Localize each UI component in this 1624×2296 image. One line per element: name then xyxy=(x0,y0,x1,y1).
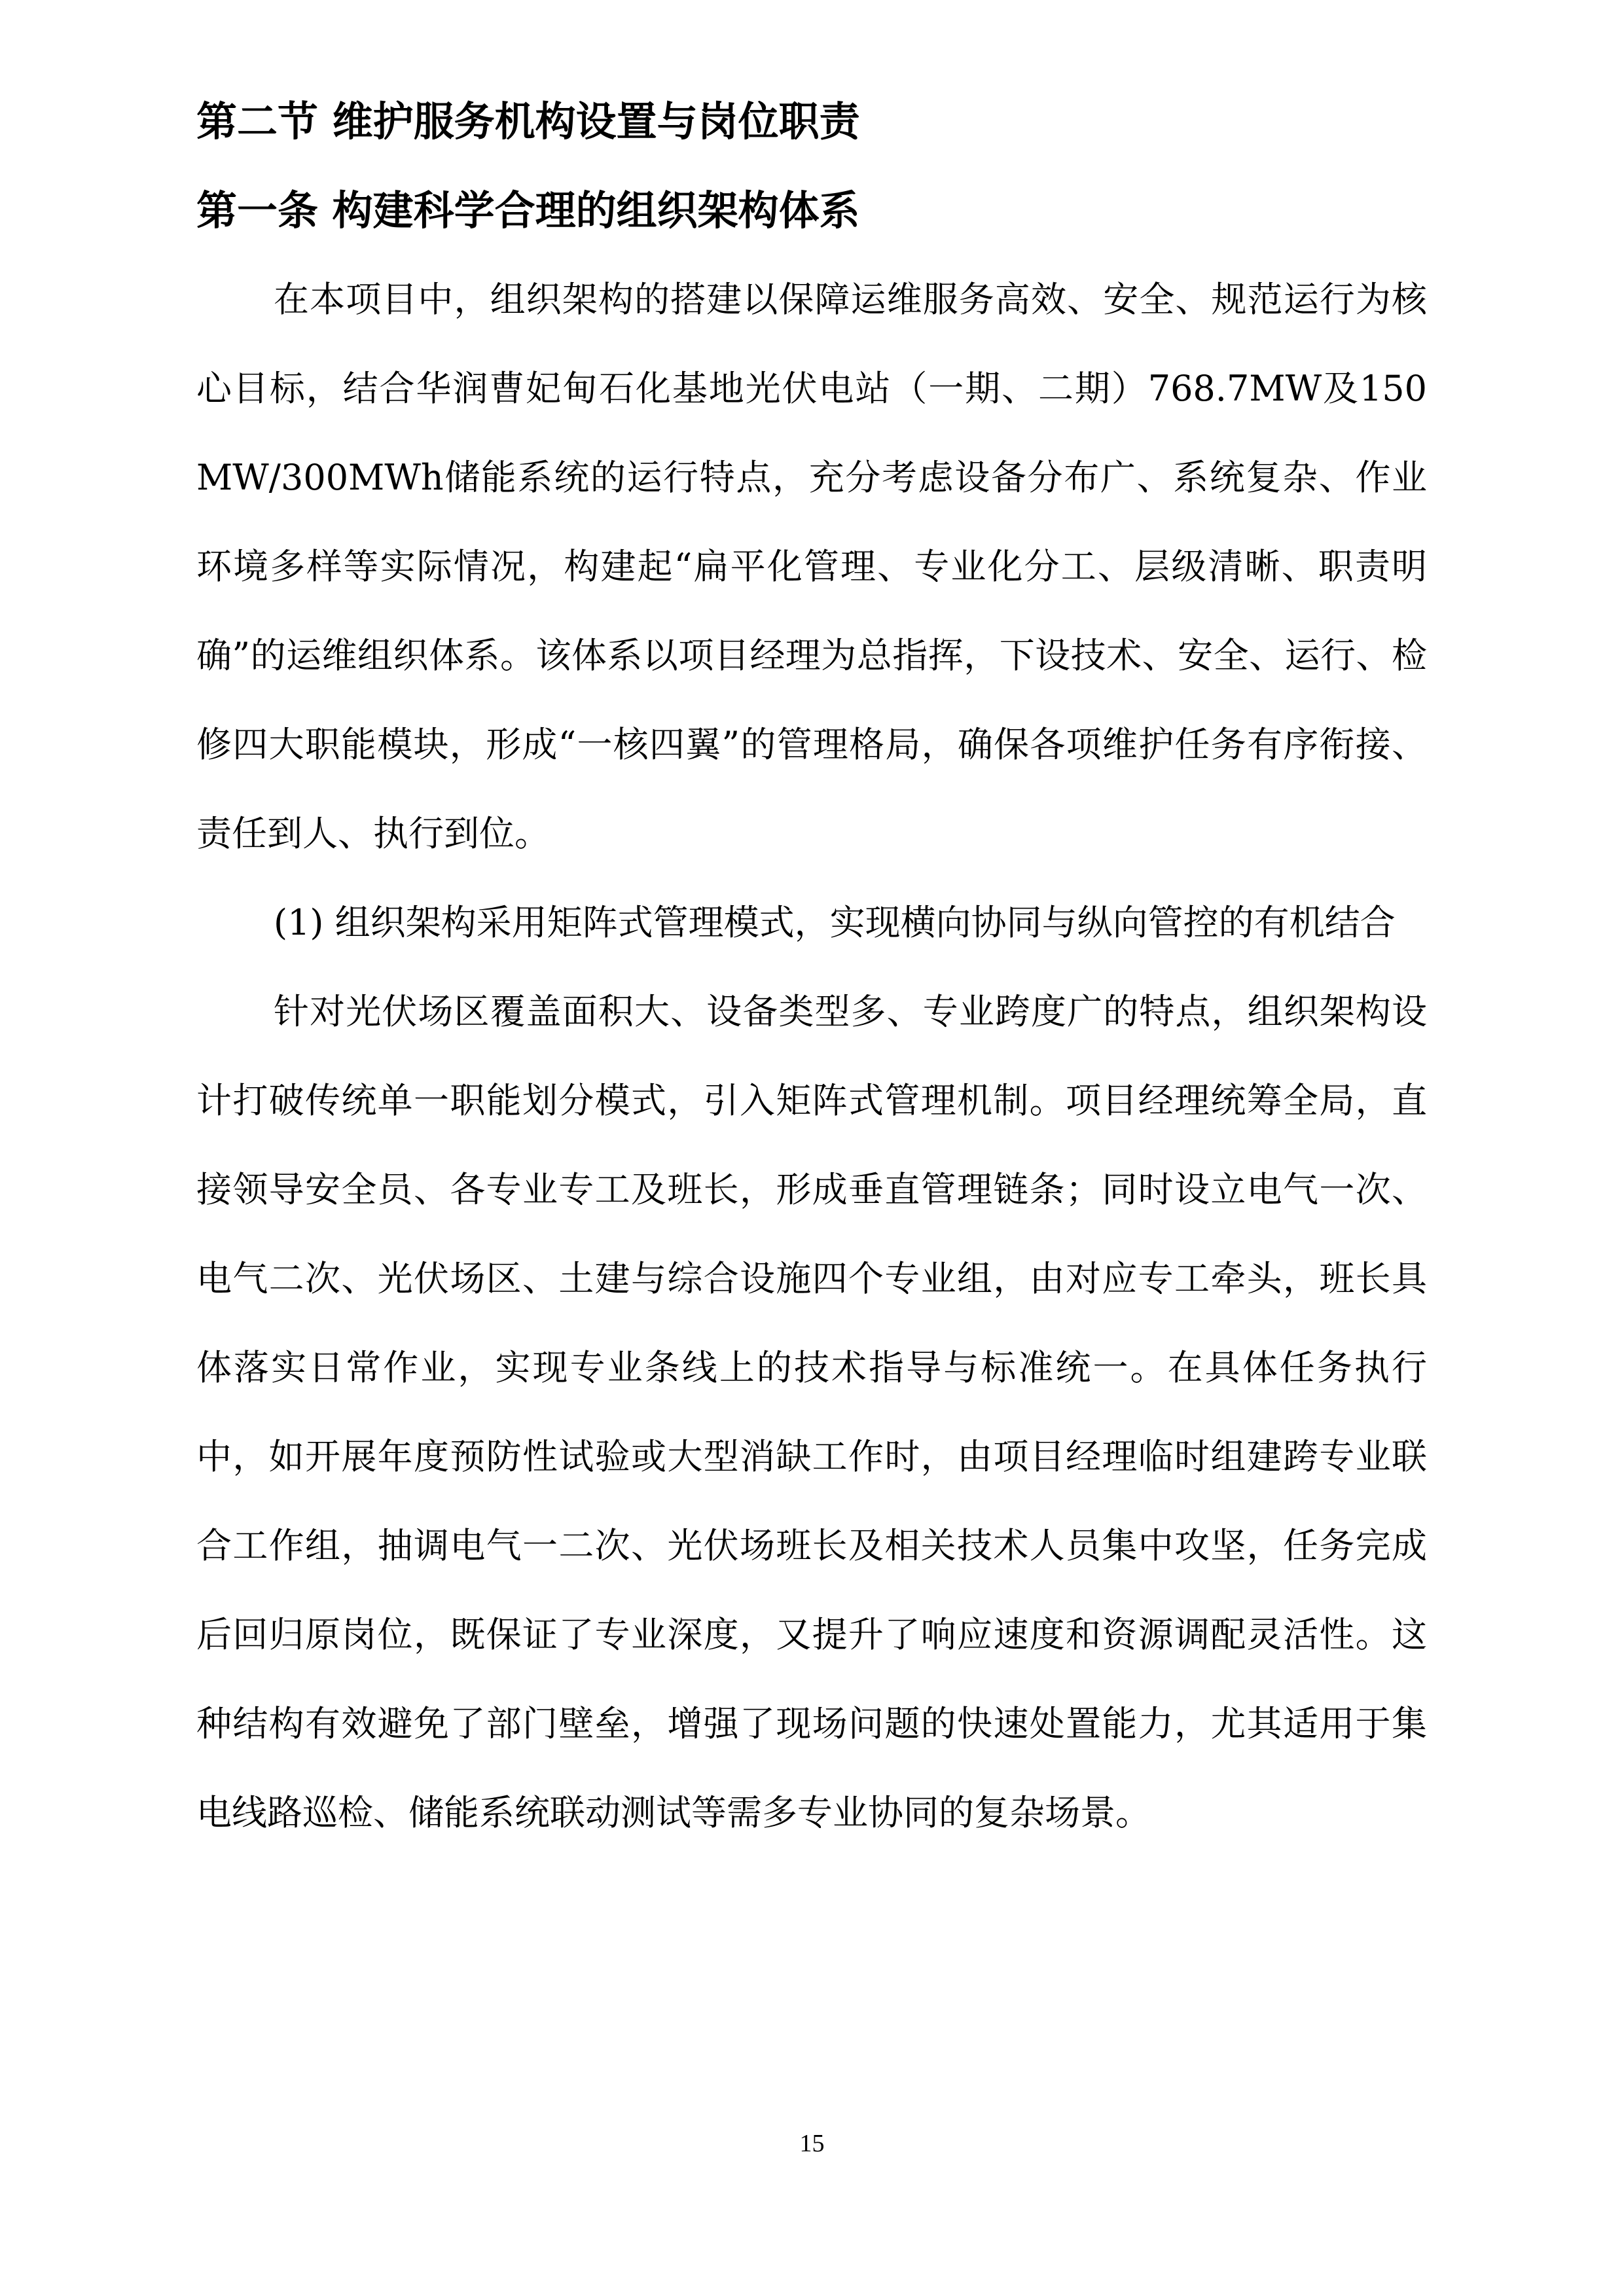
section-title: 第二节 维护服务机构设置与岗位职责 xyxy=(196,98,860,145)
paragraph-subheading: (1) 组织架构采用矩阵式管理模式，实现横向协同与纵向管控的有机结合 xyxy=(274,902,1396,943)
article-title: 第一条 构建科学合理的组织架构体系 xyxy=(196,187,860,234)
page-number: 15 xyxy=(799,2130,825,2157)
page-content xyxy=(196,77,1427,1857)
paragraph-matrix-management: 针对光伏场区覆盖面积大、设备类型多、专业跨度广的特点，组织架构设计打破传统单一职能划分模式，引入矩阵式管理机制。项目经理统筹全局，直接领导安全员、各专业专工及班长，形成垂直管理链条；同时设立电气一次、电气二次、光伏场区、土建与综合设施四个专业组，由对应专工牵头，班长具体落实日常作业，实现专业条线上的技术指导与标准统一。在具体任务执行中，如开展年度预防性试验或大型消缺工作时，由项目经理临时组建跨专业联合工作组，抽调电气一二次、光伏场班长及相关技术人员集中攻坚，任务完成后回归原岗位，既保证了专业深度，又提升了响应速度和资源调配灵活性。这种结构有效避免了部门壁垒，增强了现场问题的快速处置能力，尤其适用于集电线路巡检、储能系统联动测试等需多专业协同的复杂场景。 xyxy=(196,991,1427,1833)
paragraph-intro: 在本项目中，组织架构的搭建以保障运维服务高效、安全、规范运行为核心目标，结合华润曹妃甸石化基地光伏电站（一期、二期）768.7MW及150MW/300MWh储能系统的运行特点，充分考虑设备分布广、系统复杂、作业环境多样等实际情况，构建起“扁平化管理、专业化分工、层级清晰、职责明确”的运维组织体系。该体系以项目经理为总指挥，下设技术、安全、运行、检修四大职能模块，形成“一核四翼”的管理格局，确保各项维护任务有序衔接、责任到人、执行到位。 xyxy=(196,279,1427,854)
